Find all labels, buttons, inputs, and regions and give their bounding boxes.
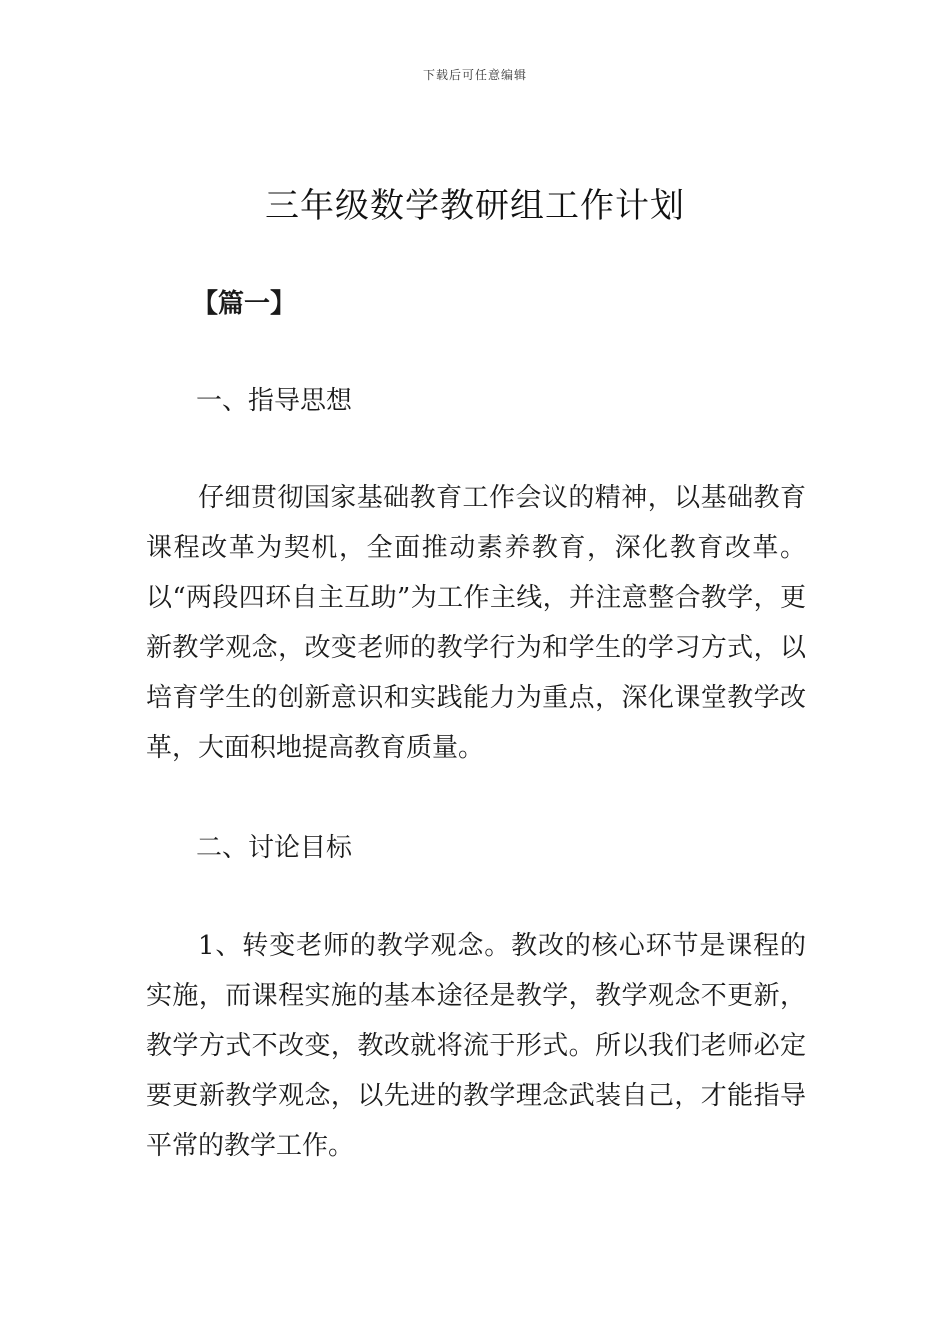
- document-title: 三年级数学教研组工作计划: [265, 186, 685, 226]
- section-tag: 【篇一】: [192, 289, 297, 319]
- paragraph-goal-1: 1、转变老师的教学观念。教改的核心环节是课程的实施，而课程实施的基本途径是教学，教学观念不更新，教学方式不改变，教改就将流于形式。所以我们老师必定要更新教学观念，以先进的教学理念武装自己，才能指导平常的教学工作。: [146, 931, 806, 1161]
- section-heading-goals: 二、讨论目标: [196, 833, 353, 863]
- paragraph-guiding-idea: 仔细贯彻国家基础教育工作会议的精神，以基础教育课程改革为契机，全面推动素养教育，深化教育改革。以“两段四环自主互助”为工作主线，并注意整合教学，更新教学观念，改变老师的教学行为和学生的学习方式，以培育学生的创新意识和实践能力为重点，深化课堂教学改革，大面积地提高教育质量。: [146, 483, 806, 763]
- header-note: 下载后可任意编辑: [422, 68, 527, 82]
- section-heading-guiding-idea: 一、指导思想: [196, 386, 353, 416]
